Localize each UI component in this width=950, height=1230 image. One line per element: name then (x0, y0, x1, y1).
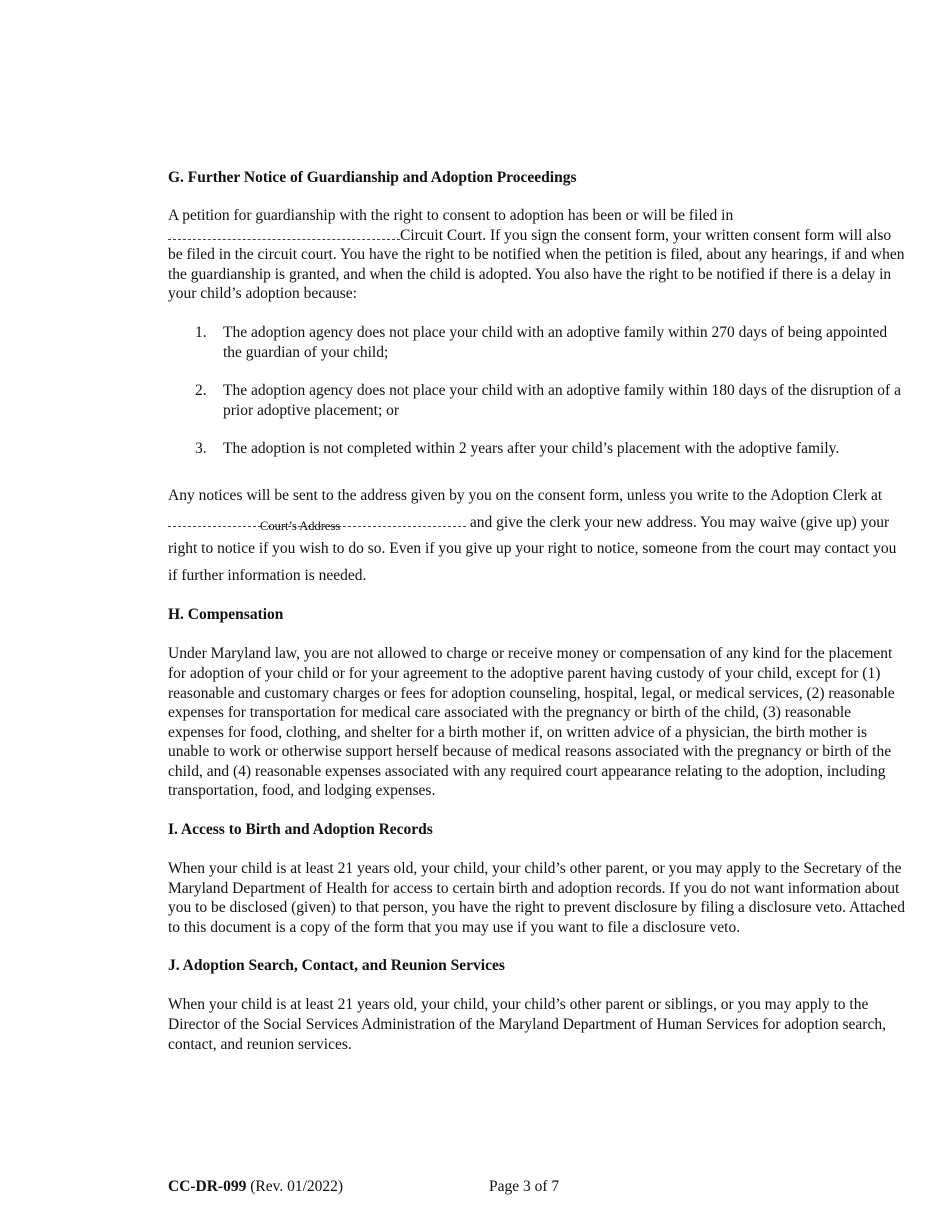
section-i-body: When your child is at least 21 years old, your child, your child’s other parent, or you may apply to the Secretary of the Maryland Department of Health for access to certain birth and adoption records. If you do not want information about you to be disclosed (given) to that person, you have the right to prevent disclosure by filing a disclosure veto. Attached to this document is a copy of the form that you may use if you want to file a disclosure veto. (168, 860, 905, 936)
list-item (168, 439, 908, 459)
section-g-notices (168, 483, 908, 589)
section-g-intro-start: A petition for guardianship with the right to consent to adoption has been or will be filed in (168, 207, 734, 224)
delay-reasons-list (168, 323, 908, 459)
list-item (168, 381, 908, 420)
list-item-text: The adoption is not completed within 2 years after your child’s placement with the adoptive family. (223, 440, 840, 458)
circuit-court-blank[interactable] (168, 227, 400, 240)
list-item-number: 1. (195, 323, 207, 341)
notices-text-after: and give the clerk your new address. You may waive (give up) your right to notice if you wish to do so. Even if you give up your right to notice, someone from the court may contact you if further information is needed. (168, 513, 897, 584)
section-i-title: I. Access to Birth and Adoption Records (168, 821, 433, 839)
form-revision: (Rev. 01/2022) (250, 1178, 344, 1195)
court-address-caption: Court’s Address (260, 518, 341, 533)
list-item-number: 2. (195, 382, 207, 400)
document-body (168, 168, 908, 1054)
list-item (168, 323, 908, 362)
section-g-intro-rest: Circuit Court. If you sign the consent form, your written consent form will also be filed in the circuit court. You have the right to be notified when the petition is filed, about any hearings, if and when the guardianship is granted, and when the child is adopted. You also have the right to be notified if there is a delay in your child’s adoption because: (168, 226, 905, 303)
page-number: Page 3 of 7 (489, 1178, 560, 1195)
notices-text-before: Any notices will be sent to the address given by you on the consent form, unless you write to the Adoption Clerk at (168, 486, 883, 504)
list-item-text: The adoption agency does not place your child with an adoptive family within 180 days of the disruption of a prior adoptive placement; or (223, 382, 901, 419)
section-h-title: H. Compensation (168, 606, 284, 624)
form-id-block (168, 1177, 343, 1197)
court-address-field[interactable] (168, 510, 466, 537)
section-g-title: G. Further Notice of Guardianship and Adoption Proceedings (168, 169, 577, 186)
form-id: CC-DR-099 (168, 1178, 247, 1195)
list-item-text: The adoption agency does not place your child with an adoptive family within 270 days of being appointed the guardian of your child; (223, 323, 888, 361)
section-j-body: When your child is at least 21 years old, your child, your child’s other parent or siblings, or you may apply to the Director of the Social Services Administration of the Maryland Department of Human Services for adoption search, contact, and reunion services. (168, 996, 886, 1053)
section-h-body: Under Maryland law, you are not allowed to charge or receive money or compensation of any kind for the placement for adoption of your child or for your agreement to the adoptive parent having custody of your child, except for (1) reasonable and customary charges or fees for adoption counseling, hospital, legal, or medical services, (2) reasonable expenses for transportation for medical care associated with the pregnancy or birth of the child, (3) reasonable expenses for food, clothing, and shelter for a birth mother if, on written advice of a physician, the birth mother is unable to work or otherwise support herself because of medical reasons associated with the pregnancy or birth of the child, and (4) reasonable expenses associated with any required court appearance relating to the adoption, including transportation, food, and lodging expenses. (168, 645, 895, 800)
list-item-number: 3. (195, 440, 207, 458)
section-j-title: J. Adoption Search, Contact, and Reunion Services (168, 957, 505, 975)
section-g-intro (168, 206, 908, 304)
